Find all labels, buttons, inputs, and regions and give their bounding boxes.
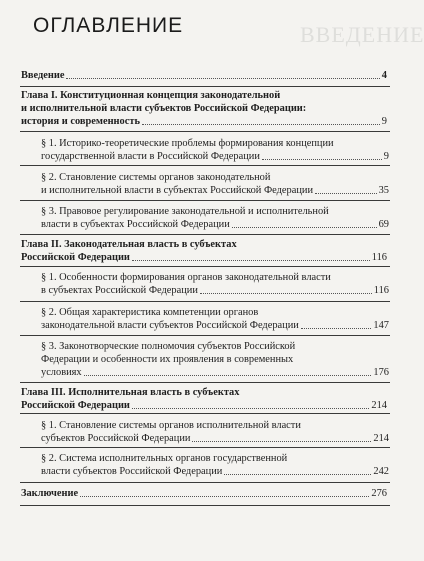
toc-page-number: 214 <box>371 400 387 411</box>
toc-entry-text: § 3. Законотворческие полномочия субъектов Российской <box>41 341 296 352</box>
toc-entry-text: § 2. Общая характеристика компетенции органов <box>41 307 259 318</box>
toc-entry-text: Введение <box>21 70 65 81</box>
toc-entry-ch2-section-1[interactable] <box>41 271 389 297</box>
leader-dots <box>232 227 377 228</box>
divider <box>20 200 390 201</box>
toc-page-number: 276 <box>371 488 387 499</box>
toc-entry-ch1-section-1[interactable] <box>41 137 389 163</box>
toc-page-number: 147 <box>373 320 389 331</box>
leader-dots <box>200 293 372 294</box>
leader-dots <box>132 260 370 261</box>
toc-entry-text: Глава III. Исполнительная власть в субъектах <box>21 387 240 398</box>
divider <box>20 482 390 483</box>
toc-entry-text: субъектов Российской Федерации <box>41 433 191 444</box>
toc-entry-text: власти в субъектах Российской Федерации <box>41 219 230 230</box>
toc-page-number: 35 <box>378 185 389 196</box>
toc-entry-text: § 1. Особенности формирования органов законодательной власти <box>41 272 331 283</box>
divider <box>20 382 390 383</box>
divider <box>20 234 390 235</box>
leader-dots <box>224 474 371 475</box>
toc-entry-text: власти субъектов Российской Федерации <box>41 466 223 477</box>
toc-page-number: 69 <box>378 219 389 230</box>
divider <box>20 165 390 166</box>
toc-entry-ch3-section-1[interactable] <box>41 419 389 445</box>
leader-dots <box>84 375 372 376</box>
toc-entry-ch1-section-3[interactable] <box>41 205 389 231</box>
leader-dots <box>192 441 371 442</box>
toc-page-number: 116 <box>371 252 387 263</box>
toc-entry-ch2-section-2[interactable] <box>41 306 389 332</box>
toc-page-number: 9 <box>381 116 387 127</box>
toc-entry-text: и исполнительной власти субъектов Российской Федерации: <box>21 103 307 114</box>
toc-entry-text: законодательной власти субъектов Российской Федерации <box>41 320 299 331</box>
toc-entry-chapter-3[interactable] <box>21 386 387 412</box>
divider <box>20 86 390 87</box>
toc-entry-text: § 1. Становление системы органов исполнительной власти <box>41 420 301 431</box>
leader-dots <box>66 78 379 79</box>
divider <box>20 413 390 414</box>
toc-entry-text: Глава I. Конституционная концепция законодательной <box>21 90 281 101</box>
toc-entry-ch3-section-2[interactable] <box>41 452 389 478</box>
toc-entry-text: Глава II. Законодательная власть в субъектах <box>21 239 237 250</box>
toc-entry-text: § 3. Правовое регулирование законодательной и исполнительной <box>41 206 329 217</box>
leader-dots <box>132 408 369 409</box>
toc-entry-text: Российской Федерации <box>21 400 130 411</box>
toc-page-number: 4 <box>381 70 387 81</box>
toc-entry-text: § 1. Историко-теоретические проблемы формирования концепции <box>41 138 334 149</box>
toc-page-number: 242 <box>373 466 389 477</box>
page-title: ОГЛАВЛЕНИЕ <box>33 14 184 37</box>
toc-entry-text: Федерации и особенности их проявления в современных <box>41 354 294 365</box>
toc-entry-text: Российской Федерации <box>21 252 130 263</box>
toc-entry-conclusion[interactable] <box>21 487 387 500</box>
toc-entry-text: § 2. Становление системы органов законодательной <box>41 172 271 183</box>
toc-entry-text: в субъектах Российской Федерации <box>41 285 198 296</box>
leader-dots <box>315 193 377 194</box>
divider <box>20 131 390 132</box>
toc-entry-ch2-section-3[interactable] <box>41 340 389 379</box>
toc-entry-text: и исполнительной власти в субъектах Российской Федерации <box>41 185 314 196</box>
toc-entry-chapter-1[interactable] <box>21 89 387 128</box>
toc-entry-text: § 2. Система исполнительных органов государственной <box>41 453 288 464</box>
leader-dots <box>142 124 380 125</box>
toc-entry-chapter-2[interactable] <box>21 238 387 264</box>
leader-dots <box>80 496 369 497</box>
toc-entry-text: Заключение <box>21 488 79 499</box>
divider <box>20 266 390 267</box>
toc-entry-text: история и современность <box>21 116 140 127</box>
toc-entry-ch1-section-2[interactable] <box>41 171 389 197</box>
divider <box>20 301 390 302</box>
bleed-through-title: ВВЕДЕНИЕ <box>300 22 424 47</box>
divider <box>20 447 390 448</box>
toc-entry-intro[interactable] <box>21 69 387 82</box>
toc-page-number: 116 <box>373 285 389 296</box>
toc-entry-text: условиях <box>41 367 82 378</box>
divider <box>20 505 390 506</box>
toc-entry-text: государственной власти в Российской Федерации <box>41 151 260 162</box>
leader-dots <box>262 159 382 160</box>
toc-page-number: 214 <box>373 433 389 444</box>
toc-page-number: 176 <box>373 367 389 378</box>
leader-dots <box>301 328 372 329</box>
toc-page-number: 9 <box>383 151 389 162</box>
divider <box>20 335 390 336</box>
